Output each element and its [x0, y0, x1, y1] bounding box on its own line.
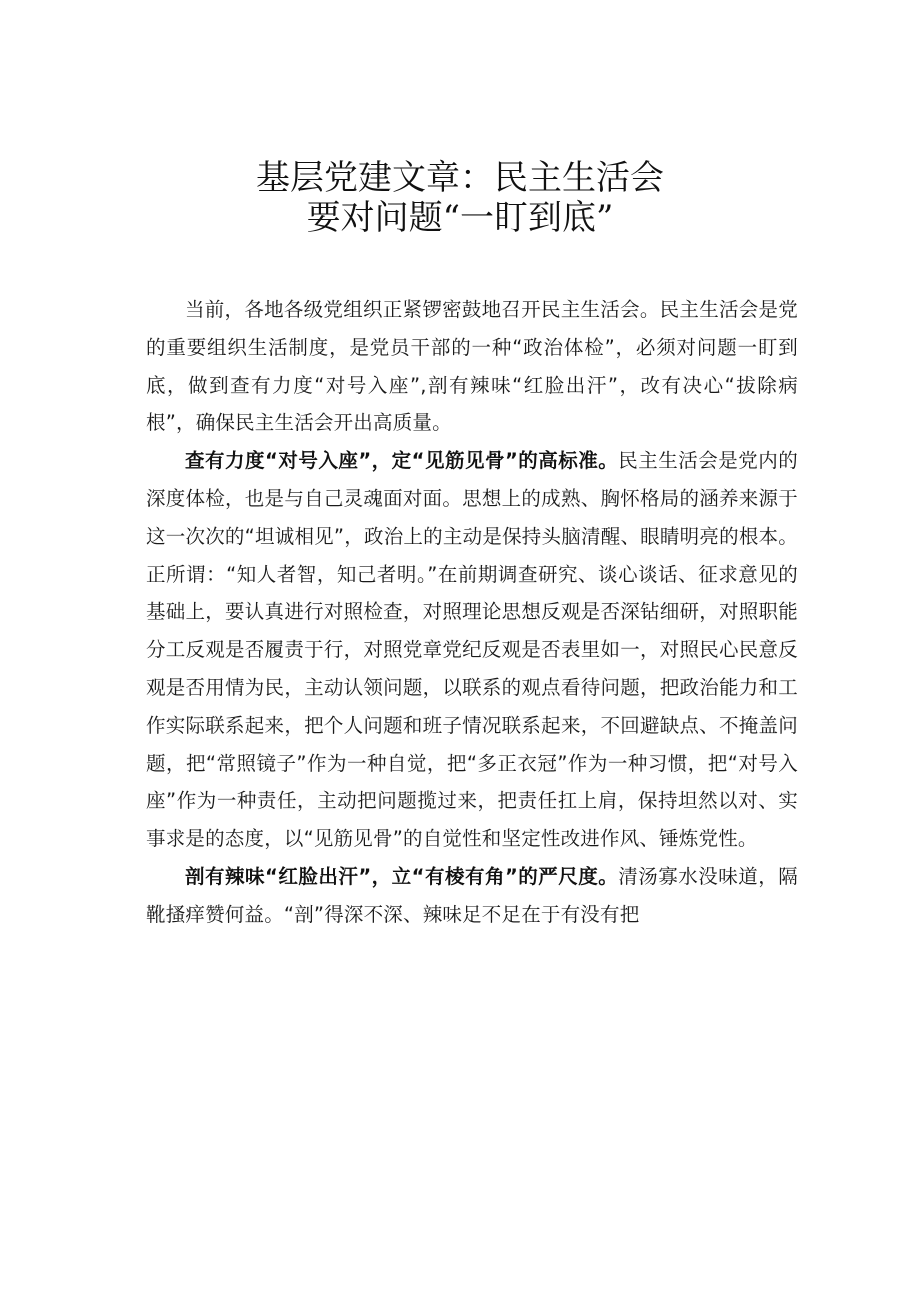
paragraph-section-2: [146, 858, 798, 934]
document-title-line-1: 基层党建文章：民主生活会: [256, 158, 664, 198]
document-title-line-2: 要对问题“一盯到底”: [306, 198, 614, 238]
paragraph-text: 当前，各地各级党组织正紧锣密鼓地召开民主生活会。民主生活会是党的重要组织生活制度，是党员干部的一种“政治体检”，必须对问题一盯到底，做到查有力度“对号入座”,剖有辣味“红脸出汗”，改有决心“拔除病根”，确保民主生活会开出高质量。: [146, 298, 798, 435]
section-heading: 剖有辣味“红脸出汗”，立“有棱有角”的严尺度。: [185, 864, 619, 888]
section-heading: 查有力度“对号入座”，定“见筋见骨”的高标准。: [185, 449, 619, 473]
paragraph-text: 民主生活会是党内的深度体检，也是与自己灵魂面对面。思想上的成熟、胸怀格局的涵养来源于这一次次的“坦诚相见”，政治上的主动是保持头脑清醒、眼睛明亮的根本。正所谓：“知人者智，知己者明。”在前期调查研究、谈心谈话、征求意见的基础上，要认真进行对照检查，对照理论思想反观是否深钻细研，对照职能分工反观是否履责于行，对照党章党纪反观是否表里如一，对照民心民意反观是否用情为民，主动认领问题，以联系的观点看待问题，把政治能力和工作实际联系起来，把个人问题和班子情况联系起来，不回避缺点、不掩盖问题，把“常照镜子”作为一种自觉，把“多正衣冠”作为一种习惯，把“对号入座”作为一种责任，主动把问题揽过来，把责任扛上肩，保持坦然以对、实事求是的态度，以“见筋见骨”的自觉性和坚定性改进作风、锤炼党性。: [146, 449, 798, 851]
article-body: [146, 291, 798, 934]
paragraph-intro: [146, 291, 798, 442]
paragraph-text: 清汤寡水没味道，隔靴搔痒赞何益。“剖”得深不深、辣味足不足在于有没有把: [146, 864, 798, 926]
paragraph-section-1: [146, 442, 798, 858]
